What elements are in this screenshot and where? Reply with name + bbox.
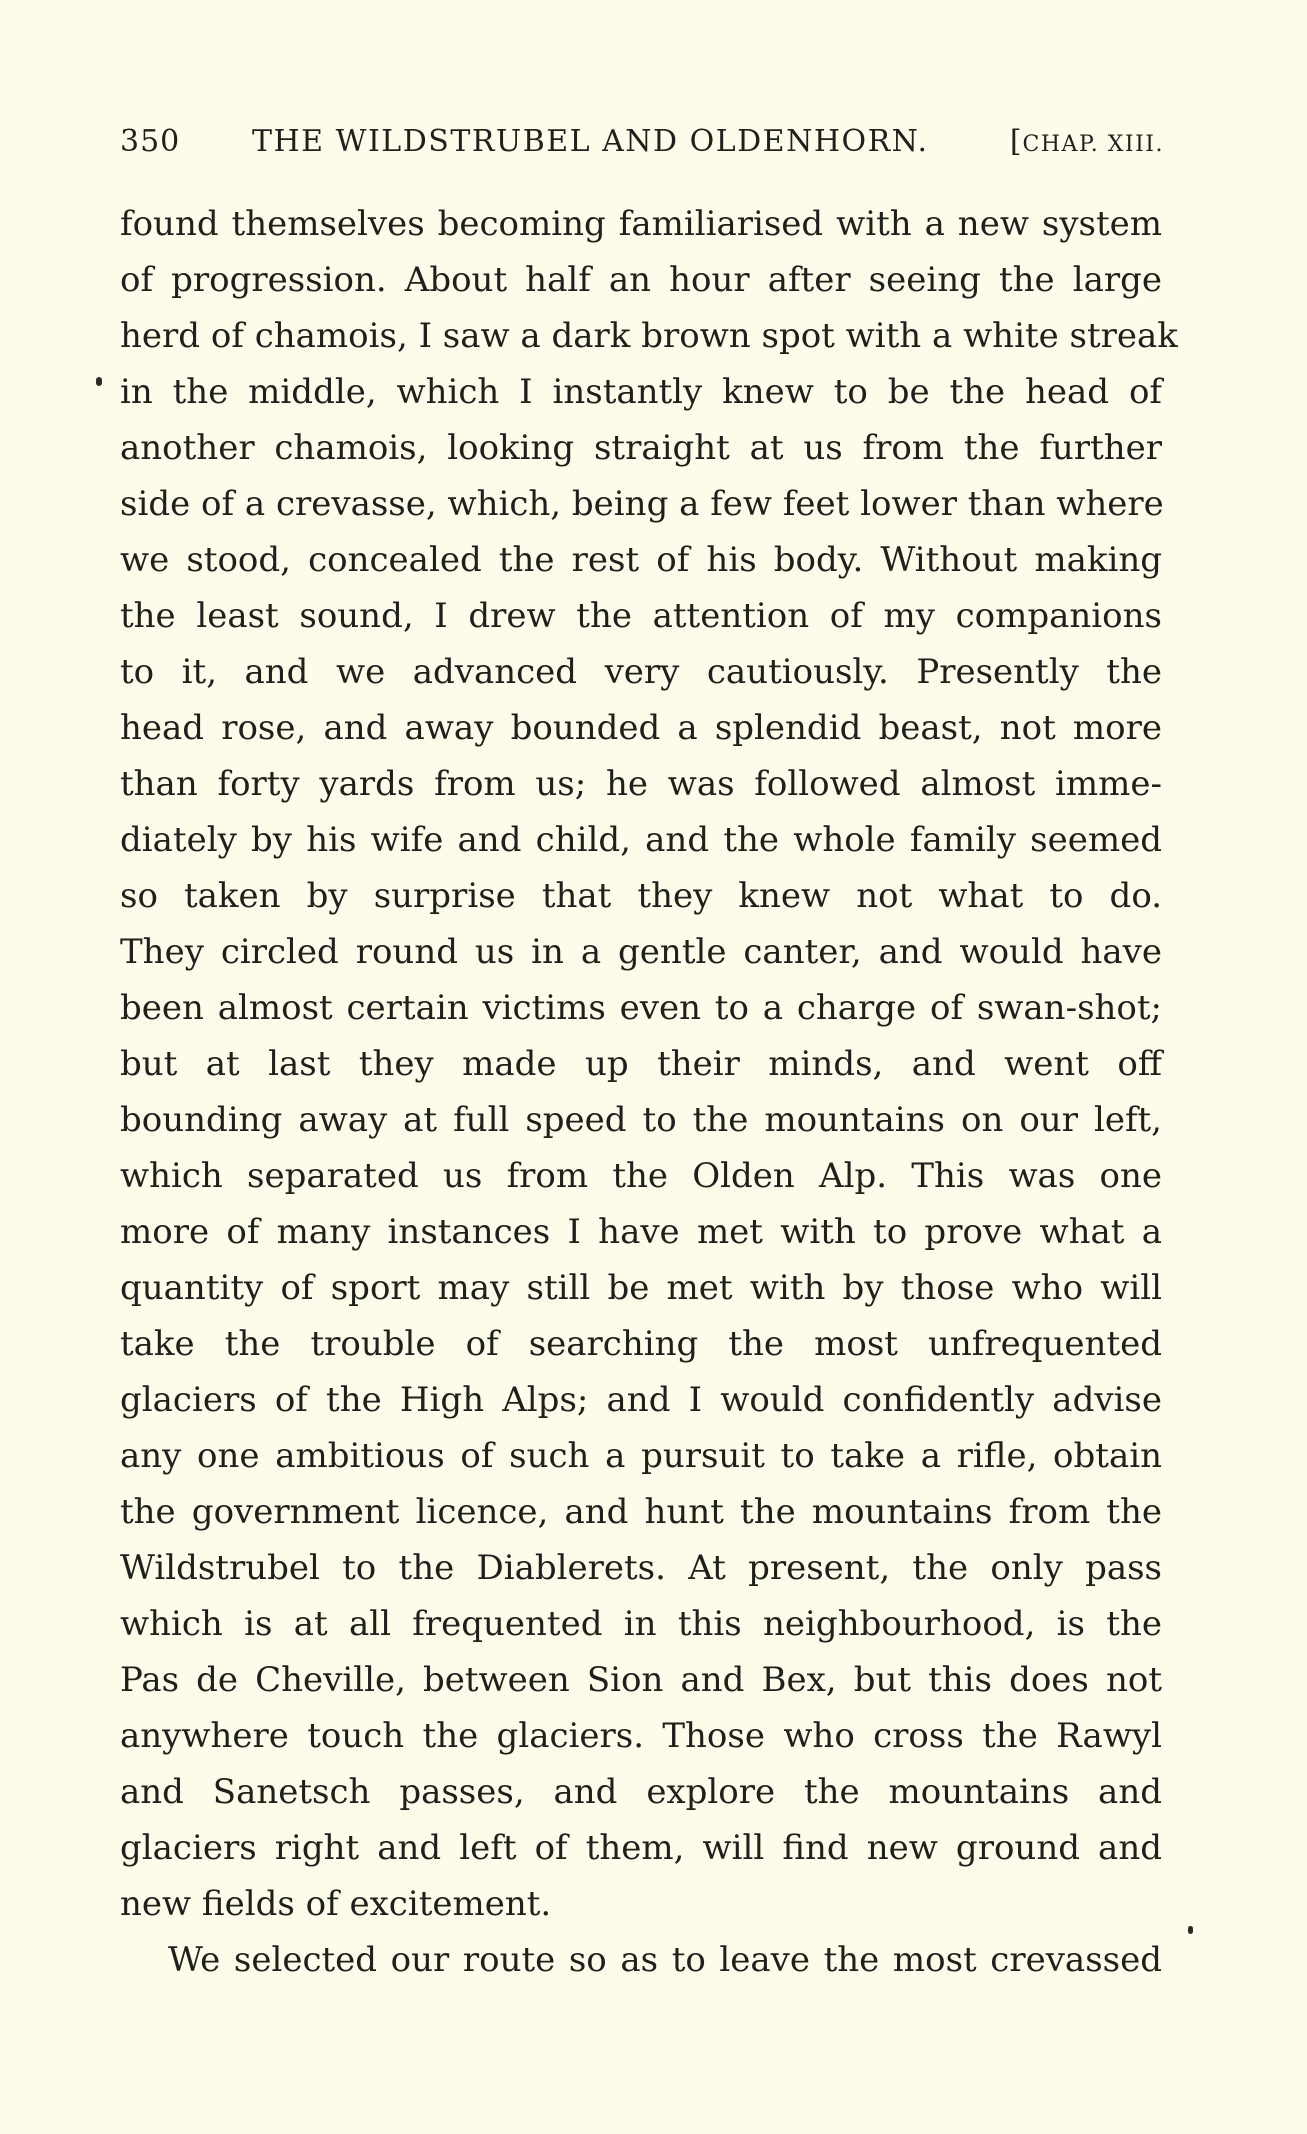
chapter-reference xyxy=(1010,124,1164,159)
text-line: quantity of sport may still be met with by those who will xyxy=(120,1268,1162,1308)
text-line: head rose, and away bounded a splendid beast, not more xyxy=(120,708,1162,748)
text-line: found themselves becoming familiarised with a new system xyxy=(120,204,1162,244)
text-line: which separated us from the Olden Alp. This was one xyxy=(120,1156,1162,1196)
text-line: new fields of excitement. xyxy=(120,1884,552,1924)
text-line: Wildstrubel to the Diablerets. At present, the only pass xyxy=(120,1548,1162,1588)
text-line: so taken by surprise that they knew not what to do. xyxy=(120,876,1162,916)
text-line: been almost certain victims even to a charge of swan-shot; xyxy=(120,988,1162,1028)
text-line: glaciers right and left of them, will find new ground and xyxy=(120,1828,1162,1868)
text-line: herd of chamois, I saw a dark brown spot with a white streak xyxy=(120,316,1178,356)
running-head xyxy=(120,124,1164,164)
text-line: than forty yards from us; he was followed almost imme- xyxy=(120,764,1162,804)
print-speck xyxy=(96,377,102,386)
paragraph-first-line: We selected our route so as to leave the most crevassed xyxy=(168,1940,1162,1980)
text-line: but at last they made up their minds, and went off xyxy=(120,1044,1162,1084)
text-line: take the trouble of searching the most unfrequented xyxy=(120,1324,1162,1364)
page-number: 350 xyxy=(120,124,181,159)
text-line: side of a crevasse, which, being a few feet lower than where xyxy=(120,484,1164,524)
text-line: bounding away at full speed to the mountains on our left, xyxy=(120,1100,1162,1140)
text-line: They circled round us in a gentle canter, and would have xyxy=(120,932,1162,972)
text-line: more of many instances I have met with to prove what a xyxy=(120,1212,1162,1252)
text-line: Pas de Cheville, between Sion and Bex, but this does not xyxy=(120,1660,1162,1700)
text-line: and Sanetsch passes, and explore the mountains and xyxy=(120,1772,1162,1812)
text-line: glaciers of the High Alps; and I would confidently advise xyxy=(120,1380,1162,1420)
chapter-label: CHAP. XIII. xyxy=(1022,132,1164,157)
text-line: diately by his wife and child, and the whole family seemed xyxy=(120,820,1162,860)
text-line: which is at all frequented in this neighbourhood, is the xyxy=(120,1604,1162,1644)
text-line: in the middle, which I instantly knew to be the head of xyxy=(120,372,1162,412)
running-title: THE WILDSTRUBEL AND OLDENHORN. xyxy=(252,124,929,159)
text-line: anywhere touch the glaciers. Those who cross the Rawyl xyxy=(120,1716,1162,1756)
text-line: the government licence, and hunt the mountains from the xyxy=(120,1492,1162,1532)
text-line: we stood, concealed the rest of his body. Without making xyxy=(120,540,1162,580)
text-line: to it, and we advanced very cautiously. Presently the xyxy=(120,652,1162,692)
text-line: any one ambitious of such a pursuit to take a rifle, obtain xyxy=(120,1436,1162,1476)
body-text xyxy=(120,196,1178,1988)
text-line: another chamois, looking straight at us from the further xyxy=(120,428,1162,468)
print-speck xyxy=(1188,1926,1193,1934)
chapter-bracket: [ xyxy=(1009,124,1023,159)
text-line: the least sound, I drew the attention of my companions xyxy=(120,596,1162,636)
text-line: of progression. About half an hour after seeing the large xyxy=(120,260,1162,300)
